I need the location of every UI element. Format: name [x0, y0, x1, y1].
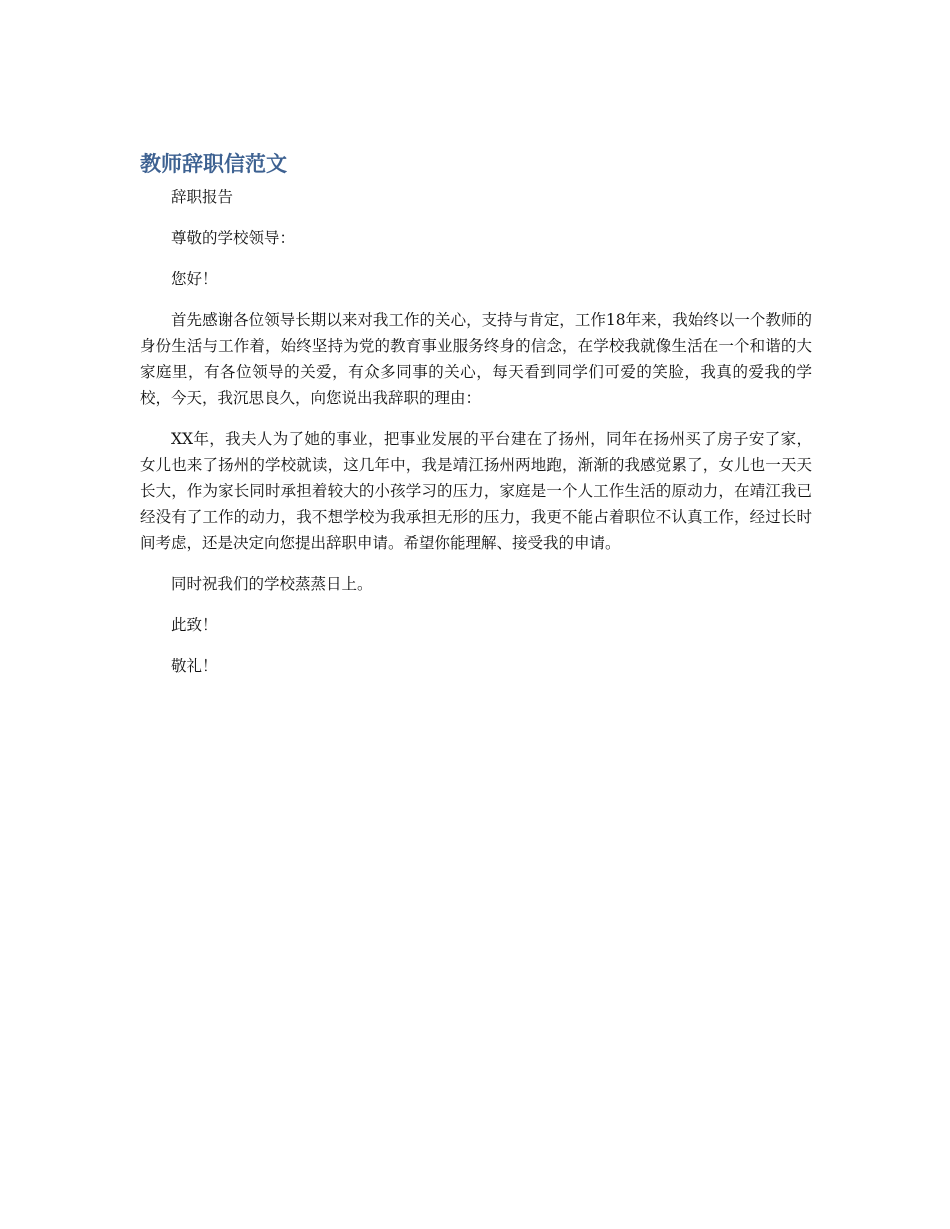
paragraph-body-1: 首先感谢各位领导长期以来对我工作的关心，支持与肯定，工作18年来，我始终以一个教师的身份生活与工作着，始终坚持为党的教育事业服务终身的信念，在学校我就像生活在一个和谐的大家庭里，有各位领导的关爱，有众多同事的关心，每天看到同学们可爱的笑脸，我真的爱我的学校，今天，我沉思良久，向您说出我辞职的理由：: [140, 311, 812, 407]
paragraph-closing: 此致！: [171, 616, 218, 634]
paragraph-wishes: 同时祝我们的学校蒸蒸日上。: [171, 575, 373, 593]
paragraph-regards: 敬礼！: [171, 657, 218, 675]
document-title: 教师辞职信范文: [140, 152, 287, 176]
document-body: [140, 148, 812, 694]
paragraph-salutation: 尊敬的学校领导：: [171, 229, 296, 247]
paragraph-heading: 辞职报告: [171, 188, 234, 206]
paragraph-greeting: 您好！: [171, 270, 218, 288]
paragraph-body-2: XX年，我夫人为了她的事业，把事业发展的平台建在了扬州，同年在扬州买了房子安了家，女儿也来了扬州的学校就读，这几年中，我是靖江扬州两地跑，渐渐的我感觉累了，女儿也一天天长大，作为家长同时承担着较大的小孩学习的压力，家庭是一个人工作生活的原动力，在靖江我已经没有了工作的动力，我不想学校为我承担无形的压力，我更不能占着职位不认真工作，经过长时间考虑，还是决定向您提出辞职申请。希望你能理解、接受我的申请。: [140, 430, 812, 552]
